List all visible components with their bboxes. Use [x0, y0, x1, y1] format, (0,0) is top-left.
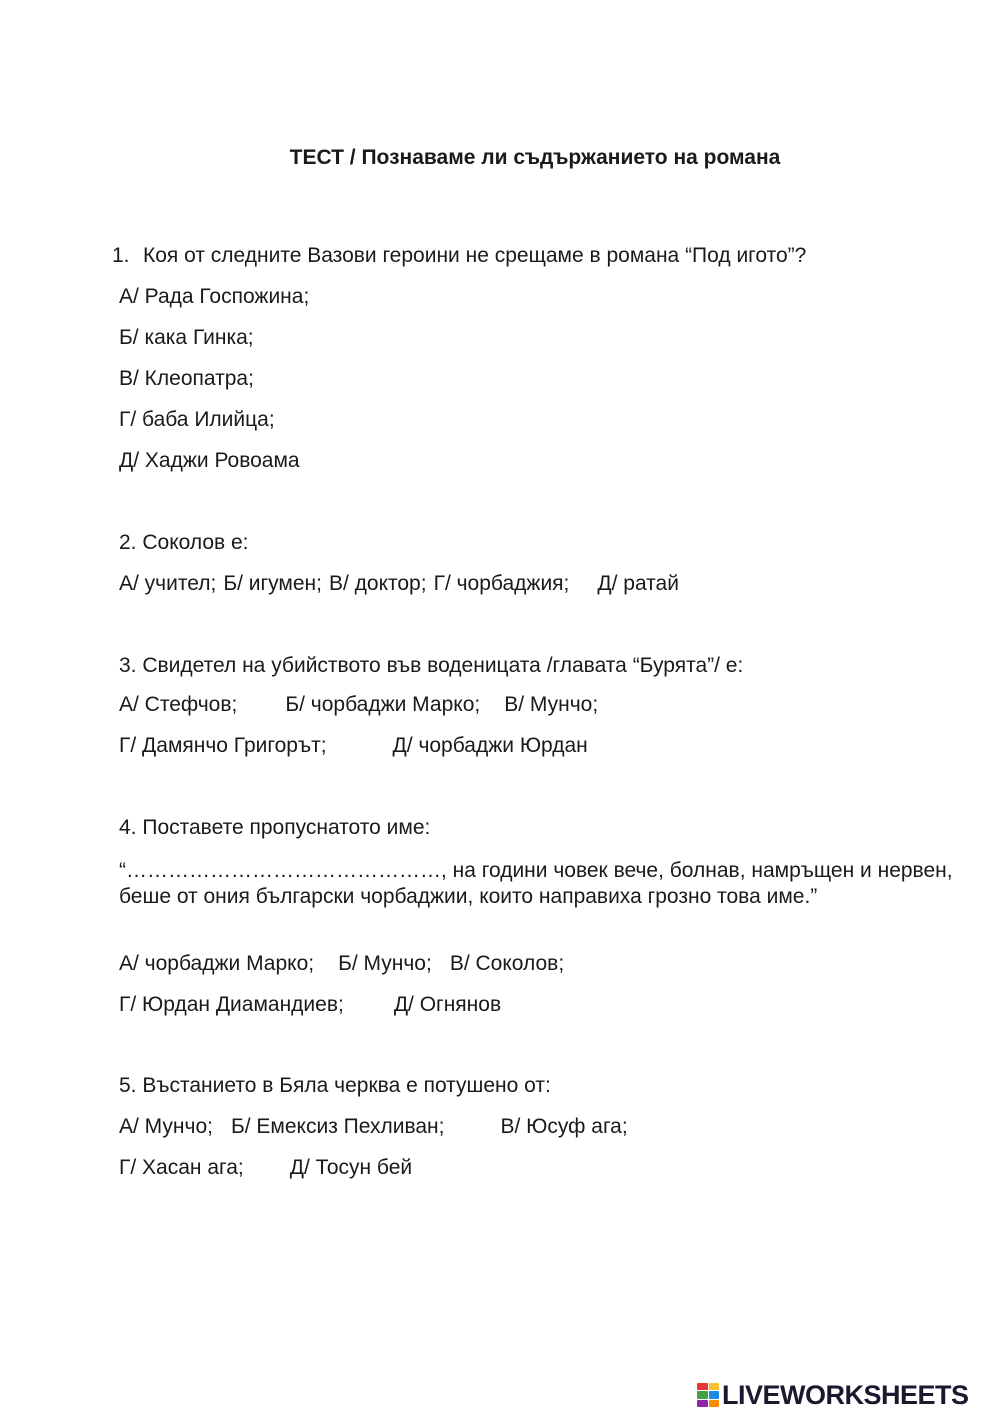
q5-option-b: Б/ Емексиз Пехливан;	[230, 1115, 445, 1138]
q1-option-d: Г/ баба Илийца;	[119, 408, 275, 431]
q4-option-a: А/ чорбаджи Марко;	[119, 952, 315, 975]
q2-option-d: Г/ чорбаджия;	[433, 572, 570, 595]
q3-option-b: Б/ чорбаджи Марко;	[285, 693, 481, 716]
q5-option-c: В/ Юсуф ага;	[500, 1115, 628, 1138]
question-3-text: 3. Свидетел на убийството във воденицата /главата “Бурята”/ е:	[119, 654, 744, 677]
q4-option-d: Г/ Юрдан Диамандиев;	[119, 993, 344, 1016]
q4-option-b: Б/ Мунчо;	[338, 952, 432, 975]
q2-option-e: Д/ ратай	[597, 572, 679, 595]
q5-option-d: Г/ Хасан ага;	[119, 1156, 244, 1179]
question-1-number: 1.	[112, 244, 130, 267]
q3-option-e: Д/ чорбаджи Юрдан	[392, 734, 588, 757]
question-1-text: Коя от следните Вазови героини не срещаме в романа “Под игото”?	[143, 244, 807, 267]
q3-options-row-1	[119, 692, 598, 718]
q5-options-row-1	[119, 1114, 628, 1140]
q1-option-e: Д/ Хаджи Ровоама	[119, 449, 300, 472]
q2-option-b: Б/ игумен;	[223, 572, 322, 595]
q3-option-a: А/ Стефчов;	[119, 693, 238, 716]
q3-option-c: В/ Мунчо;	[504, 693, 599, 716]
q1-option-c: В/ Клеопатра;	[119, 367, 254, 390]
liveworksheets-logo-icon	[697, 1383, 719, 1407]
question-4-text: 4. Поставете пропуснатото име:	[119, 816, 431, 839]
q2-option-a: А/ учител;	[119, 572, 217, 595]
q4-option-c: В/ Соколов;	[449, 952, 565, 975]
q2-options-row	[119, 571, 679, 597]
q4-quote: “………………………………………, на години човек вече, болнав, намръщен и нервен, беше от ония български чорбаджии, които направиха грозно това име.”	[119, 859, 953, 908]
q1-option-a: А/ Рада Госпожина;	[119, 285, 310, 308]
question-5-text: 5. Въстанието в Бяла черква е потушено от:	[119, 1074, 551, 1097]
q4-options-row-2	[119, 992, 501, 1018]
liveworksheets-wordmark: LIVEWORKSHEETS	[722, 1379, 969, 1410]
question-1	[112, 243, 806, 269]
question-2-text: 2. Соколов е:	[119, 531, 249, 554]
q5-option-e: Д/ Тосун бей	[289, 1156, 413, 1179]
q3-options-row-2	[119, 733, 588, 759]
q3-option-d: Г/ Дамянчо Григорът;	[119, 734, 327, 757]
q4-option-e: Д/ Огнянов	[393, 993, 502, 1016]
q4-options-row-1	[119, 951, 564, 977]
liveworksheets-brand	[697, 1380, 994, 1410]
page-title: ТЕСТ / Познаваме ли съдържанието на романа	[289, 146, 781, 169]
q5-option-a: А/ Мунчо;	[119, 1115, 213, 1138]
q2-option-c: В/ доктор;	[328, 572, 427, 595]
q5-options-row-2	[119, 1155, 412, 1181]
q1-option-b: Б/ кака Гинка;	[119, 326, 254, 349]
